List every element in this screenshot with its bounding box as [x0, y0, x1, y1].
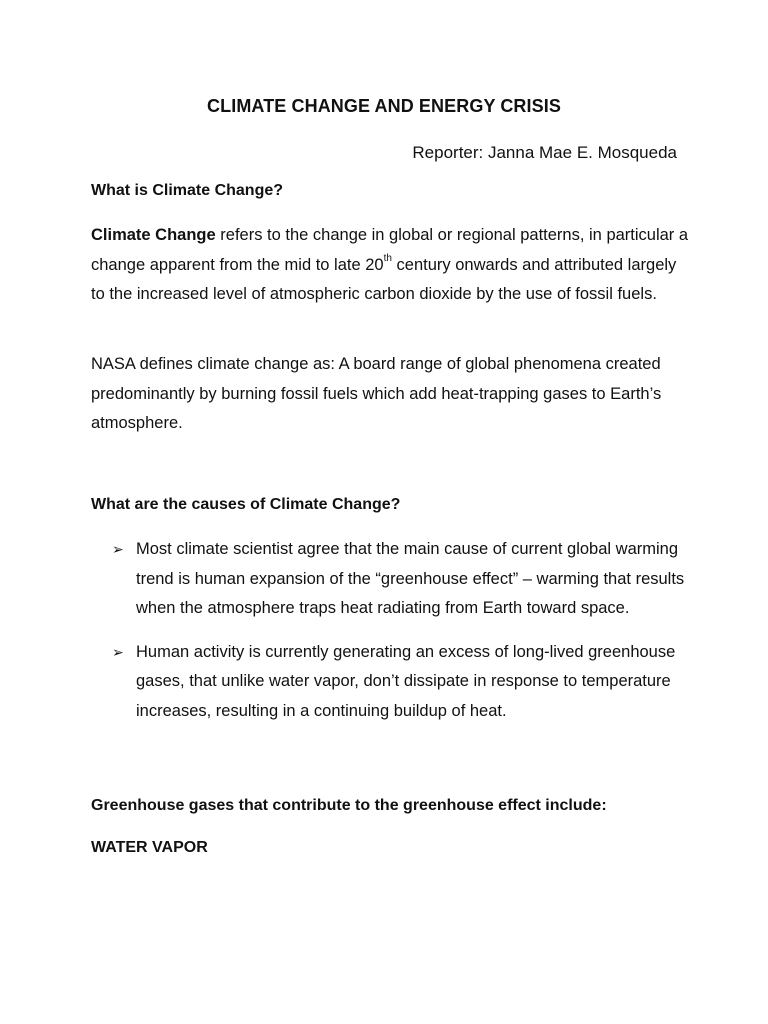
document-title: CLIMATE CHANGE AND ENERGY CRISIS [207, 96, 561, 116]
section-heading-causes: What are the causes of Climate Change? [91, 496, 401, 513]
definition-text-part-1: refers to the change in global or regional patterns, in particular a change apparent from the mid to late 20 [91, 226, 689, 274]
ordinal-superscript: th [383, 253, 392, 264]
causes-bullet-list [112, 535, 692, 740]
term-climate-change: Climate Change [91, 226, 216, 244]
nasa-definition-paragraph: NASA defines climate change as: A board range of global phenomena created predominantly by burning fossil fuels which add heat-trapping gases to Earth’s atmosphere. [91, 355, 662, 432]
subheading-water-vapor: WATER VAPOR [91, 839, 208, 856]
section-heading-what-is-climate-change: What is Climate Change? [91, 182, 284, 199]
list-item [112, 638, 692, 727]
bullet-text: Most climate scientist agree that the main cause of current global warming trend is human expansion of the “greenhouse effect” – warming that results when the atmosphere traps heat radiating from Earth toward space. [136, 540, 685, 617]
arrowhead-bullet-icon: ➢ [112, 541, 124, 557]
section-heading-greenhouse-gases: Greenhouse gases that contribute to the greenhouse effect include: [91, 797, 607, 814]
definition-text-part-2: century onwards and attributed largely to the increased level of atmospheric carbon dioxide by the use of fossil fuels. [91, 255, 677, 303]
bullet-text: Human activity is currently generating an excess of long-lived greenhouse gases, that unlike water vapor, don’t dissipate in response to temperature increases, resulting in a continuing buildup of heat. [136, 642, 676, 720]
reporter-line: Reporter: Janna Mae E. Mosqueda [412, 143, 677, 162]
climate-change-definition-paragraph [91, 221, 691, 310]
arrowhead-bullet-icon: ➢ [112, 643, 124, 660]
list-item [112, 535, 692, 624]
